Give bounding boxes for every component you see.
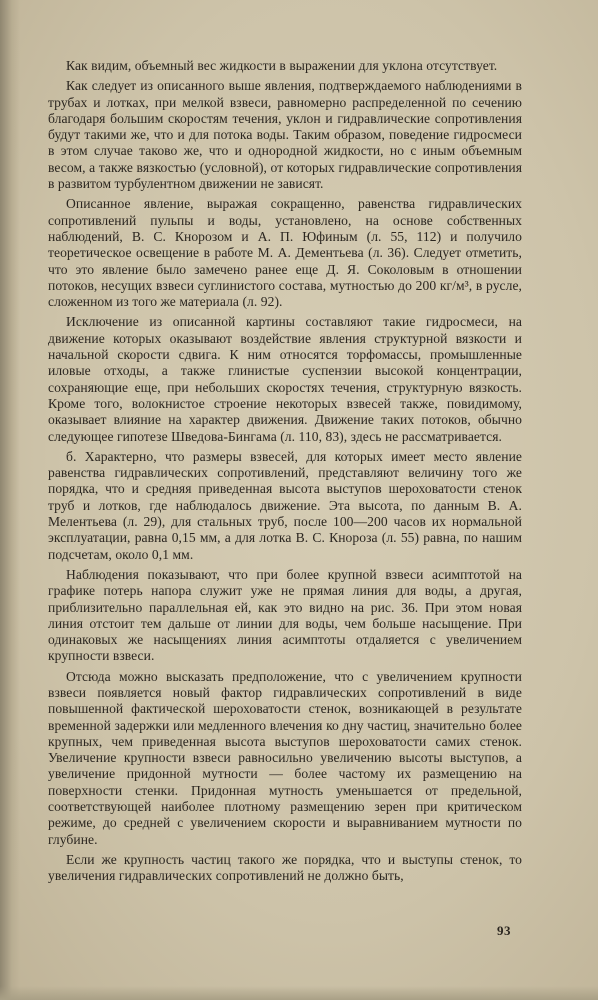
paragraph-6: Наблюдения показывают, что при более крупной взвеси асимптотой на графике потерь напора служит уже не прямая линия для воды, а другая, приблизительно параллельная ей, как это видно на рис. 36. При этом новая линия отстоит тем дальше от линии для воды, чем больше насыщение. При одинаковых же насыщениях линия асимптоты отдаляется с увеличением крупности взвеси.: [48, 566, 522, 664]
paragraph-8: Если же крупность частиц такого же порядка, что и выступы стенок, то увеличения гидравлических сопротивлений не должно быть,: [48, 851, 522, 884]
page-binding-shadow: [0, 0, 20, 1000]
paragraph-1: Как видим, объемный вес жидкости в выражении для уклона отсутствует.: [66, 58, 498, 73]
paragraph-4: Исключение из описанной картины составляют такие гидросмеси, на движение которых оказывают воздействие явления структурной вязкости и начальной скорости сдвига. К ним относятся торфомассы, промышленные иловые отходы, а также глинистые суспензии высокой концентрации, сохраняющие еще, при небольших скоростях течения, структурную вязкость. Кроме того, волокнистое строение некоторых взвесей также, повидимому, оказывает влияние на характер движения. Движение таких потоков, обычно следующее гипотезе Шведова-Бингама (л. 110, 83), здесь не рассматривается.: [48, 314, 522, 444]
paragraph-2: Как следует из описанного выше явления, подтверждаемого наблюдениями в трубах и лотках, при мелкой взвеси, равномерно распределенной по сечению благодаря большим скоростям течения, уклон и гидравлические сопротивления будут такими же, что и для потока воды. Таким образом, поведение гидросмеси в этом случае таково же, что и однородной жидкости, но с иным объемным весом, а также вязкостью (условной), от которых гидравлические сопротивления в развитом турбулентном движении не зависят.: [48, 78, 522, 192]
paragraph-7: Отсюда можно высказать предположение, что с увеличением крупности взвеси появляется новый фактор гидравлических сопротивлений в виде повышенной фактической шероховатости стенок, возникающей в результате временной задержки или медленного влечения ко дну частиц, значительно более крупных, чем приведенная высота выступов шероховатости самих стенок. Увеличение крупности взвеси равносильно увеличению высоты выступов, а увеличение придонной мутности — более частому их размещению на поверхности стенки. Придонная мутность уменьшается от предельной, соответствующей наиболее плотному размещению зерен при критическом режиме, до средней с увеличением скорости и выравниванием мутности по глубине.: [48, 668, 522, 847]
page-number: 93: [497, 923, 511, 938]
page-bottom-shadow: [0, 986, 598, 1000]
paragraph-5: б. Характерно, что размеры взвесей, для которых имеет место явление равенства гидравлических сопротивлений, представляют величину того же порядка, что и средняя приведенная высота выступов шероховатости стенок труб и лотков, где наблюдалось движение. Эта высота, по данным В. А. Мелентьева (л. 29), для стальных труб, после 100—200 часов их нормальной эксплуатации, равна 0,15 мм, а для лотка В. С. Кнороза (л. 55) равна, по нашим подсчетам, около 0,1 мм.: [48, 448, 522, 562]
paragraph-3: Описанное явление, выражая сокращенно, равенства гидравлических сопротивлений пульпы и воды, установлено, на основе собственных наблюдений, В. С. Кнорозом и А. П. Юфиным (л. 55, 112) и получило теоретическое освещение в работе М. А. Дементьева (л. 36). Следует отметить, что это явление было замечено ранее еще Д. Я. Соколовым в отношении потоков, несущих взвеси суглинистого состава, мутностью до 200 кг/м³, в русле, сложенном из того же материала (л. 92).: [48, 196, 522, 310]
body-text: [48, 58, 522, 889]
